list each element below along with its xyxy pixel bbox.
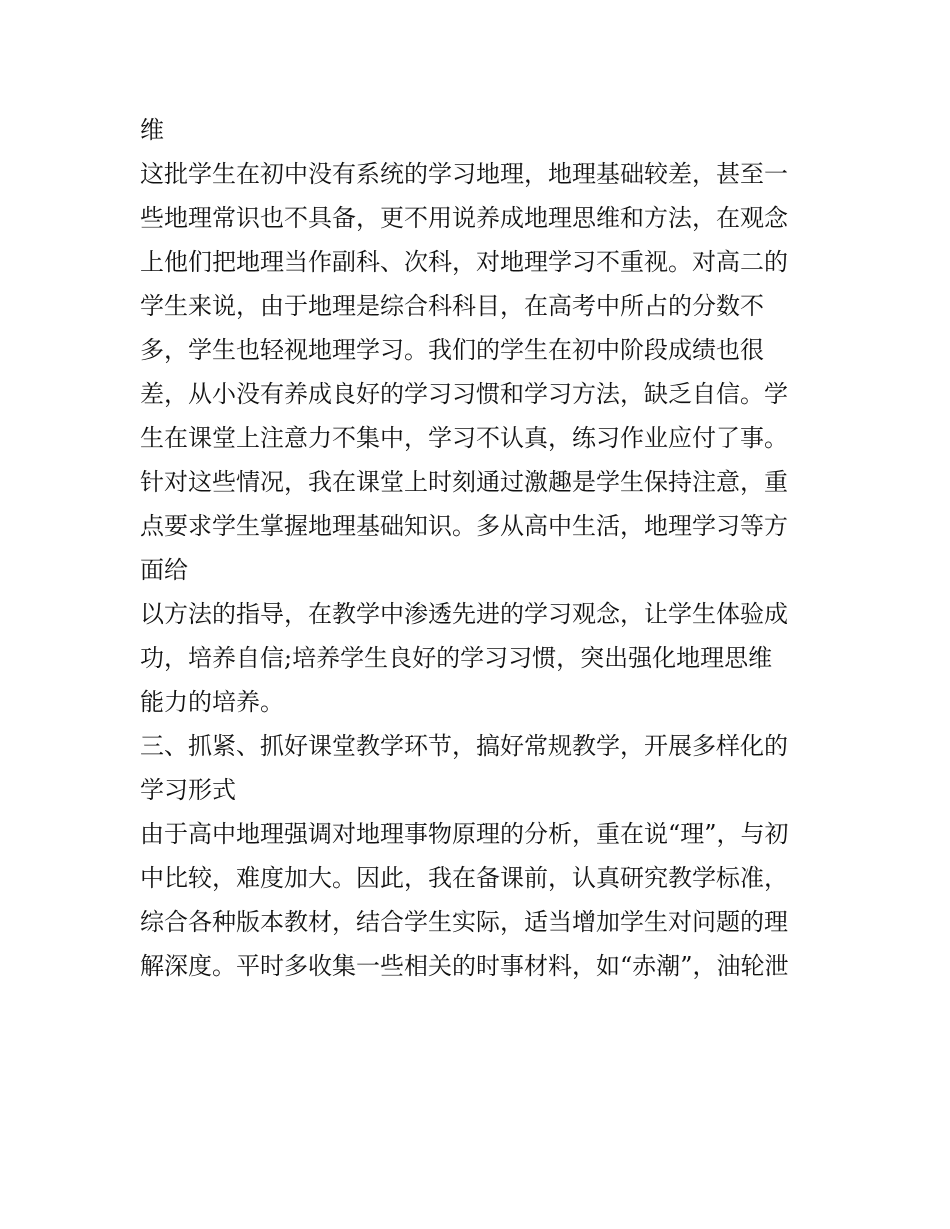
text-line: 能力的培养。 [140,688,284,716]
text-line: 功，培养自信;培养学生良好的学习习惯，突出强化地理思维 [140,644,773,672]
text-line: 学生来说，由于地理是综合科科目，在高考中所占的分数不 [140,292,764,320]
text-line: 解深度。平时多收集一些相关的时事材料，如“赤潮”，油轮泄 [140,952,789,980]
text-line: 由于高中地理强调对地理事物原理的分析，重在说“理”，与初 [140,820,789,848]
text-line: 以方法的指导，在教学中渗透先进的学习观念，让学生体验成 [140,600,788,628]
text-line: 综合各种版本教材，结合学生实际，适当增加学生对问题的理 [140,908,788,936]
text-line: 差，从小没有养成良好的学习习惯和学习方法，缺乏自信。学 [140,380,788,408]
text-line: 维 [140,116,164,144]
text-line: 上他们把地理当作副科、次科，对地理学习不重视。对高二的 [140,248,788,276]
section-heading: 学习形式 [140,776,236,804]
text-line: 面给 [140,556,188,584]
text-line: 点要求学生掌握地理基础知识。多从高中生活，地理学习等方 [140,512,788,540]
text-line: 针对这些情况，我在课堂上时刻通过激趣是学生保持注意，重 [140,468,788,496]
section-heading: 三、抓紧、抓好课堂教学环节，搞好常规教学，开展多样化的 [140,732,788,760]
text-line: 这批学生在初中没有系统的学习地理，地理基础较差，甚至一 [140,160,788,188]
text-line: 些地理常识也不具备，更不用说养成地理思维和方法，在观念 [140,204,788,232]
text-line: 中比较，难度加大。因此，我在备课前，认真研究教学标准， [140,864,788,892]
text-line: 多，学生也轻视地理学习。我们的学生在初中阶段成绩也很 [140,336,764,364]
document-body [140,108,820,988]
text-line: 生在课堂上注意力不集中，学习不认真，练习作业应付了事。 [140,424,788,452]
